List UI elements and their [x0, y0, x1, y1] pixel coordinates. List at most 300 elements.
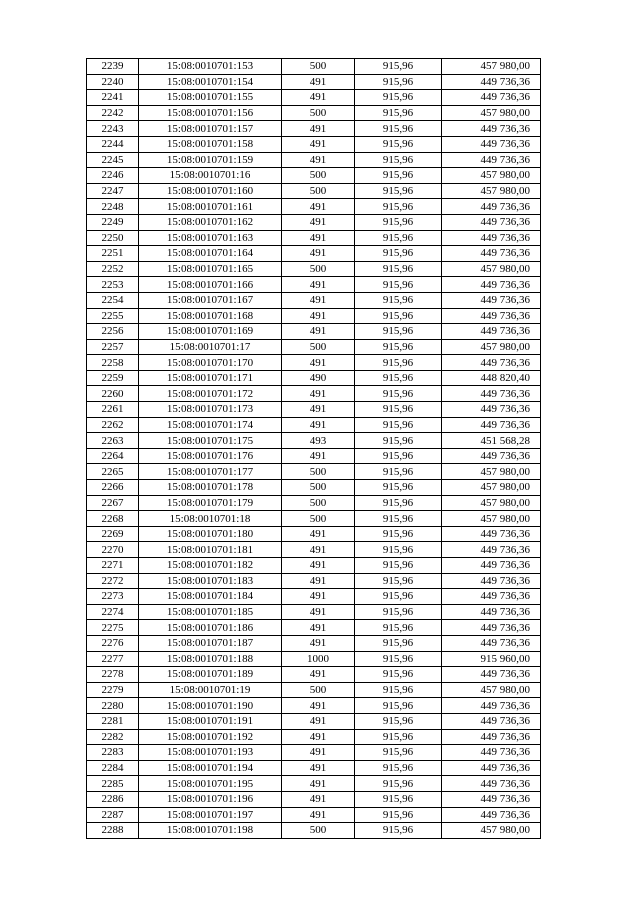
value-cell: 457 980,00 — [442, 59, 541, 75]
row-number-cell: 2260 — [87, 386, 139, 402]
cadastral-number-cell: 15:08:0010701:178 — [139, 480, 282, 496]
rate-cell: 915,96 — [355, 183, 442, 199]
area-cell: 500 — [282, 339, 355, 355]
cadastral-number-cell: 15:08:0010701:162 — [139, 214, 282, 230]
table-row — [87, 74, 541, 90]
value-cell: 449 736,36 — [442, 667, 541, 683]
table-row — [87, 480, 541, 496]
rate-cell: 915,96 — [355, 667, 442, 683]
value-cell: 457 980,00 — [442, 168, 541, 184]
table-row — [87, 635, 541, 651]
value-cell: 449 736,36 — [442, 448, 541, 464]
area-cell: 491 — [282, 729, 355, 745]
rate-cell: 915,96 — [355, 292, 442, 308]
cadastral-number-cell: 15:08:0010701:175 — [139, 433, 282, 449]
cadastral-number-cell: 15:08:0010701:158 — [139, 136, 282, 152]
rate-cell: 915,96 — [355, 230, 442, 246]
area-cell: 500 — [282, 183, 355, 199]
value-cell: 457 980,00 — [442, 480, 541, 496]
value-cell: 449 736,36 — [442, 713, 541, 729]
area-cell: 491 — [282, 791, 355, 807]
table-row — [87, 760, 541, 776]
cadastral-number-cell: 15:08:0010701:193 — [139, 745, 282, 761]
value-cell: 449 736,36 — [442, 776, 541, 792]
row-number-cell: 2251 — [87, 246, 139, 262]
row-number-cell: 2275 — [87, 620, 139, 636]
table-row — [87, 246, 541, 262]
rate-cell: 915,96 — [355, 729, 442, 745]
rate-cell: 915,96 — [355, 573, 442, 589]
value-cell: 449 736,36 — [442, 324, 541, 340]
value-cell: 449 736,36 — [442, 214, 541, 230]
value-cell: 449 736,36 — [442, 355, 541, 371]
table-row — [87, 152, 541, 168]
row-number-cell: 2264 — [87, 448, 139, 464]
rate-cell: 915,96 — [355, 261, 442, 277]
cadastral-number-cell: 15:08:0010701:176 — [139, 448, 282, 464]
cadastral-number-cell: 15:08:0010701:185 — [139, 604, 282, 620]
rate-cell: 915,96 — [355, 168, 442, 184]
value-cell: 449 736,36 — [442, 698, 541, 714]
cadastral-number-cell: 15:08:0010701:173 — [139, 402, 282, 418]
cadastral-number-cell: 15:08:0010701:188 — [139, 651, 282, 667]
row-number-cell: 2247 — [87, 183, 139, 199]
cadastral-number-cell: 15:08:0010701:174 — [139, 417, 282, 433]
table-row — [87, 183, 541, 199]
row-number-cell: 2273 — [87, 589, 139, 605]
value-cell: 449 736,36 — [442, 386, 541, 402]
cadastral-number-cell: 15:08:0010701:154 — [139, 74, 282, 90]
value-cell: 457 980,00 — [442, 495, 541, 511]
row-number-cell: 2288 — [87, 823, 139, 839]
area-cell: 491 — [282, 542, 355, 558]
row-number-cell: 2281 — [87, 713, 139, 729]
row-number-cell: 2287 — [87, 807, 139, 823]
area-cell: 500 — [282, 480, 355, 496]
area-cell: 491 — [282, 74, 355, 90]
rate-cell: 915,96 — [355, 713, 442, 729]
row-number-cell: 2279 — [87, 682, 139, 698]
row-number-cell: 2246 — [87, 168, 139, 184]
row-number-cell: 2278 — [87, 667, 139, 683]
rate-cell: 915,96 — [355, 464, 442, 480]
cadastral-number-cell: 15:08:0010701:163 — [139, 230, 282, 246]
cadastral-number-cell: 15:08:0010701:168 — [139, 308, 282, 324]
area-cell: 491 — [282, 760, 355, 776]
cadastral-number-cell: 15:08:0010701:179 — [139, 495, 282, 511]
table-row — [87, 168, 541, 184]
row-number-cell: 2254 — [87, 292, 139, 308]
value-cell: 449 736,36 — [442, 635, 541, 651]
row-number-cell: 2242 — [87, 105, 139, 121]
value-cell: 449 736,36 — [442, 526, 541, 542]
rate-cell: 915,96 — [355, 121, 442, 137]
cadastral-number-cell: 15:08:0010701:160 — [139, 183, 282, 199]
cadastral-number-cell: 15:08:0010701:196 — [139, 791, 282, 807]
cadastral-number-cell: 15:08:0010701:194 — [139, 760, 282, 776]
row-number-cell: 2269 — [87, 526, 139, 542]
row-number-cell: 2262 — [87, 417, 139, 433]
table-row — [87, 214, 541, 230]
cadastral-number-cell: 15:08:0010701:155 — [139, 90, 282, 106]
rate-cell: 915,96 — [355, 448, 442, 464]
table-row — [87, 542, 541, 558]
value-cell: 457 980,00 — [442, 823, 541, 839]
cadastral-number-cell: 15:08:0010701:167 — [139, 292, 282, 308]
value-cell: 457 980,00 — [442, 682, 541, 698]
table-row — [87, 776, 541, 792]
cadastral-number-cell: 15:08:0010701:191 — [139, 713, 282, 729]
rate-cell: 915,96 — [355, 199, 442, 215]
value-cell: 449 736,36 — [442, 807, 541, 823]
rate-cell: 915,96 — [355, 246, 442, 262]
area-cell: 491 — [282, 558, 355, 574]
value-cell: 449 736,36 — [442, 620, 541, 636]
table-row — [87, 261, 541, 277]
cadastral-number-cell: 15:08:0010701:17 — [139, 339, 282, 355]
cadastral-number-cell: 15:08:0010701:177 — [139, 464, 282, 480]
cadastral-number-cell: 15:08:0010701:172 — [139, 386, 282, 402]
area-cell: 500 — [282, 511, 355, 527]
table-row — [87, 90, 541, 106]
rate-cell: 915,96 — [355, 526, 442, 542]
table-row — [87, 791, 541, 807]
row-number-cell: 2271 — [87, 558, 139, 574]
cadastral-number-cell: 15:08:0010701:164 — [139, 246, 282, 262]
area-cell: 491 — [282, 620, 355, 636]
area-cell: 491 — [282, 417, 355, 433]
table-row — [87, 199, 541, 215]
value-cell: 449 736,36 — [442, 604, 541, 620]
value-cell: 449 736,36 — [442, 558, 541, 574]
row-number-cell: 2265 — [87, 464, 139, 480]
value-cell: 449 736,36 — [442, 136, 541, 152]
area-cell: 491 — [282, 402, 355, 418]
table-body — [87, 59, 541, 839]
value-cell: 448 820,40 — [442, 370, 541, 386]
table-row — [87, 698, 541, 714]
value-cell: 457 980,00 — [442, 105, 541, 121]
area-cell: 491 — [282, 807, 355, 823]
area-cell: 500 — [282, 168, 355, 184]
table-row — [87, 308, 541, 324]
rate-cell: 915,96 — [355, 542, 442, 558]
cadastral-number-cell: 15:08:0010701:165 — [139, 261, 282, 277]
value-cell: 449 736,36 — [442, 589, 541, 605]
table-row — [87, 386, 541, 402]
area-cell: 491 — [282, 667, 355, 683]
rate-cell: 915,96 — [355, 417, 442, 433]
area-cell: 491 — [282, 745, 355, 761]
rate-cell: 915,96 — [355, 651, 442, 667]
value-cell: 449 736,36 — [442, 542, 541, 558]
rate-cell: 915,96 — [355, 370, 442, 386]
table-row — [87, 589, 541, 605]
cadastral-number-cell: 15:08:0010701:189 — [139, 667, 282, 683]
row-number-cell: 2243 — [87, 121, 139, 137]
row-number-cell: 2250 — [87, 230, 139, 246]
value-cell: 449 736,36 — [442, 74, 541, 90]
area-cell: 491 — [282, 604, 355, 620]
rate-cell: 915,96 — [355, 59, 442, 75]
value-cell: 449 736,36 — [442, 230, 541, 246]
rate-cell: 915,96 — [355, 105, 442, 121]
rate-cell: 915,96 — [355, 214, 442, 230]
area-cell: 491 — [282, 386, 355, 402]
row-number-cell: 2241 — [87, 90, 139, 106]
area-cell: 500 — [282, 105, 355, 121]
cadastral-number-cell: 15:08:0010701:197 — [139, 807, 282, 823]
table-row — [87, 121, 541, 137]
rate-cell: 915,96 — [355, 308, 442, 324]
row-number-cell: 2257 — [87, 339, 139, 355]
table-row — [87, 339, 541, 355]
value-cell: 449 736,36 — [442, 199, 541, 215]
row-number-cell: 2263 — [87, 433, 139, 449]
area-cell: 490 — [282, 370, 355, 386]
value-cell: 457 980,00 — [442, 464, 541, 480]
area-cell: 491 — [282, 230, 355, 246]
rate-cell: 915,96 — [355, 558, 442, 574]
row-number-cell: 2286 — [87, 791, 139, 807]
table-row — [87, 370, 541, 386]
table-row — [87, 604, 541, 620]
row-number-cell: 2261 — [87, 402, 139, 418]
area-cell: 493 — [282, 433, 355, 449]
value-cell: 449 736,36 — [442, 246, 541, 262]
cadastral-number-cell: 15:08:0010701:198 — [139, 823, 282, 839]
row-number-cell: 2280 — [87, 698, 139, 714]
table-row — [87, 448, 541, 464]
rate-cell: 915,96 — [355, 480, 442, 496]
data-table — [86, 58, 541, 839]
cadastral-number-cell: 15:08:0010701:159 — [139, 152, 282, 168]
cadastral-number-cell: 15:08:0010701:157 — [139, 121, 282, 137]
cadastral-number-cell: 15:08:0010701:180 — [139, 526, 282, 542]
table-row — [87, 682, 541, 698]
table-row — [87, 324, 541, 340]
row-number-cell: 2266 — [87, 480, 139, 496]
table-row — [87, 277, 541, 293]
row-number-cell: 2276 — [87, 635, 139, 651]
cadastral-number-cell: 15:08:0010701:170 — [139, 355, 282, 371]
row-number-cell: 2244 — [87, 136, 139, 152]
value-cell: 449 736,36 — [442, 402, 541, 418]
cadastral-number-cell: 15:08:0010701:183 — [139, 573, 282, 589]
value-cell: 449 736,36 — [442, 292, 541, 308]
cadastral-number-cell: 15:08:0010701:166 — [139, 277, 282, 293]
table-row — [87, 433, 541, 449]
cadastral-number-cell: 15:08:0010701:182 — [139, 558, 282, 574]
area-cell: 491 — [282, 214, 355, 230]
area-cell: 500 — [282, 261, 355, 277]
row-number-cell: 2256 — [87, 324, 139, 340]
table-row — [87, 292, 541, 308]
table-row — [87, 526, 541, 542]
value-cell: 457 980,00 — [442, 511, 541, 527]
rate-cell: 915,96 — [355, 791, 442, 807]
area-cell: 491 — [282, 90, 355, 106]
table-row — [87, 230, 541, 246]
value-cell: 449 736,36 — [442, 277, 541, 293]
table-row — [87, 59, 541, 75]
area-cell: 491 — [282, 776, 355, 792]
row-number-cell: 2285 — [87, 776, 139, 792]
cadastral-number-cell: 15:08:0010701:192 — [139, 729, 282, 745]
rate-cell: 915,96 — [355, 152, 442, 168]
table-row — [87, 573, 541, 589]
area-cell: 491 — [282, 308, 355, 324]
row-number-cell: 2272 — [87, 573, 139, 589]
area-cell: 491 — [282, 199, 355, 215]
area-cell: 500 — [282, 823, 355, 839]
area-cell: 500 — [282, 495, 355, 511]
value-cell: 915 960,00 — [442, 651, 541, 667]
rate-cell: 915,96 — [355, 807, 442, 823]
table-row — [87, 620, 541, 636]
cadastral-number-cell: 15:08:0010701:190 — [139, 698, 282, 714]
rate-cell: 915,96 — [355, 402, 442, 418]
table-row — [87, 807, 541, 823]
row-number-cell: 2268 — [87, 511, 139, 527]
cadastral-number-cell: 15:08:0010701:187 — [139, 635, 282, 651]
area-cell: 491 — [282, 136, 355, 152]
rate-cell: 915,96 — [355, 620, 442, 636]
rate-cell: 915,96 — [355, 698, 442, 714]
cadastral-number-cell: 15:08:0010701:16 — [139, 168, 282, 184]
cadastral-number-cell: 15:08:0010701:153 — [139, 59, 282, 75]
row-number-cell: 2248 — [87, 199, 139, 215]
area-cell: 491 — [282, 573, 355, 589]
rate-cell: 915,96 — [355, 682, 442, 698]
rate-cell: 915,96 — [355, 745, 442, 761]
cadastral-number-cell: 15:08:0010701:171 — [139, 370, 282, 386]
row-number-cell: 2240 — [87, 74, 139, 90]
rate-cell: 915,96 — [355, 386, 442, 402]
table-row — [87, 729, 541, 745]
value-cell: 449 736,36 — [442, 121, 541, 137]
area-cell: 491 — [282, 152, 355, 168]
row-number-cell: 2249 — [87, 214, 139, 230]
table-row — [87, 511, 541, 527]
cadastral-number-cell: 15:08:0010701:186 — [139, 620, 282, 636]
rate-cell: 915,96 — [355, 604, 442, 620]
area-cell: 491 — [282, 121, 355, 137]
rate-cell: 915,96 — [355, 635, 442, 651]
cadastral-number-cell: 15:08:0010701:169 — [139, 324, 282, 340]
table-row — [87, 402, 541, 418]
area-cell: 491 — [282, 246, 355, 262]
area-cell: 491 — [282, 713, 355, 729]
area-cell: 491 — [282, 277, 355, 293]
table-row — [87, 355, 541, 371]
row-number-cell: 2277 — [87, 651, 139, 667]
row-number-cell: 2270 — [87, 542, 139, 558]
value-cell: 449 736,36 — [442, 573, 541, 589]
area-cell: 491 — [282, 292, 355, 308]
row-number-cell: 2267 — [87, 495, 139, 511]
value-cell: 457 980,00 — [442, 339, 541, 355]
row-number-cell: 2245 — [87, 152, 139, 168]
table-row — [87, 105, 541, 121]
row-number-cell: 2239 — [87, 59, 139, 75]
cadastral-number-cell: 15:08:0010701:181 — [139, 542, 282, 558]
area-cell: 491 — [282, 448, 355, 464]
rate-cell: 915,96 — [355, 355, 442, 371]
value-cell: 457 980,00 — [442, 261, 541, 277]
row-number-cell: 2282 — [87, 729, 139, 745]
rate-cell: 915,96 — [355, 324, 442, 340]
cadastral-number-cell: 15:08:0010701:184 — [139, 589, 282, 605]
cadastral-number-cell: 15:08:0010701:18 — [139, 511, 282, 527]
area-cell: 491 — [282, 698, 355, 714]
table-row — [87, 495, 541, 511]
table-row — [87, 713, 541, 729]
area-cell: 491 — [282, 635, 355, 651]
table-row — [87, 558, 541, 574]
cadastral-number-cell: 15:08:0010701:156 — [139, 105, 282, 121]
area-cell: 1000 — [282, 651, 355, 667]
row-number-cell: 2274 — [87, 604, 139, 620]
rate-cell: 915,96 — [355, 339, 442, 355]
area-cell: 491 — [282, 589, 355, 605]
cadastral-number-cell: 15:08:0010701:161 — [139, 199, 282, 215]
rate-cell: 915,96 — [355, 760, 442, 776]
value-cell: 451 568,28 — [442, 433, 541, 449]
area-cell: 500 — [282, 59, 355, 75]
value-cell: 457 980,00 — [442, 183, 541, 199]
table-row — [87, 667, 541, 683]
table-row — [87, 417, 541, 433]
rate-cell: 915,96 — [355, 511, 442, 527]
value-cell: 449 736,36 — [442, 308, 541, 324]
row-number-cell: 2252 — [87, 261, 139, 277]
rate-cell: 915,96 — [355, 90, 442, 106]
rate-cell: 915,96 — [355, 433, 442, 449]
value-cell: 449 736,36 — [442, 152, 541, 168]
rate-cell: 915,96 — [355, 74, 442, 90]
value-cell: 449 736,36 — [442, 760, 541, 776]
value-cell: 449 736,36 — [442, 90, 541, 106]
rate-cell: 915,96 — [355, 277, 442, 293]
table-row — [87, 651, 541, 667]
row-number-cell: 2259 — [87, 370, 139, 386]
value-cell: 449 736,36 — [442, 417, 541, 433]
table-row — [87, 464, 541, 480]
area-cell: 491 — [282, 526, 355, 542]
value-cell: 449 736,36 — [442, 729, 541, 745]
rate-cell: 915,96 — [355, 495, 442, 511]
row-number-cell: 2284 — [87, 760, 139, 776]
table-row — [87, 136, 541, 152]
cadastral-number-cell: 15:08:0010701:19 — [139, 682, 282, 698]
row-number-cell: 2283 — [87, 745, 139, 761]
row-number-cell: 2258 — [87, 355, 139, 371]
area-cell: 491 — [282, 324, 355, 340]
rate-cell: 915,96 — [355, 136, 442, 152]
value-cell: 449 736,36 — [442, 791, 541, 807]
table-row — [87, 823, 541, 839]
area-cell: 491 — [282, 355, 355, 371]
table-row — [87, 745, 541, 761]
rate-cell: 915,96 — [355, 776, 442, 792]
rate-cell: 915,96 — [355, 823, 442, 839]
area-cell: 500 — [282, 464, 355, 480]
area-cell: 500 — [282, 682, 355, 698]
row-number-cell: 2253 — [87, 277, 139, 293]
row-number-cell: 2255 — [87, 308, 139, 324]
rate-cell: 915,96 — [355, 589, 442, 605]
